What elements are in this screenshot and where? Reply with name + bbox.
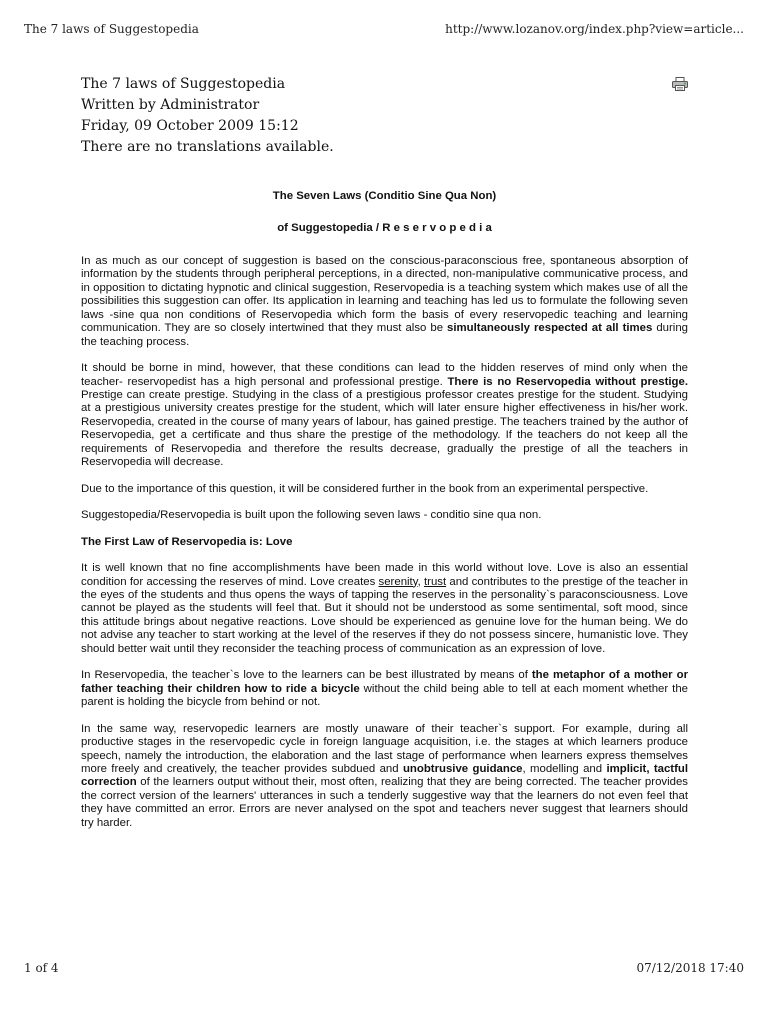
article-meta [81, 74, 334, 158]
paragraph-2: It should be borne in mind, however, that these conditions can lead to the hidden reserves of mind only when the teacher- reservopedist has a high personal and professional prestige. There is no Reservopedia without prestige. Prestige can create prestige. Studying in the class of a prestigious professor creates prestige for the student. Studying at a prestigious university creates prestige for the student, which will later ensure higher effectiveness in his/her work. Reservopedia, created in the course of many years of labour, has gained prestige. The teachers trained by the author of Reservopedia, get a certificate and thus share the prestige of the methodology. If the teachers do not keep all the requirements of Reservopedia and therefore the results decrease, gradually the prestige of all the teachers in Reservopedia will decrease. [81, 362, 688, 469]
article-title: The 7 laws of Suggestopedia [81, 76, 286, 92]
print-datetime: 07/12/2018 17:40 [636, 961, 744, 975]
page-number: 1 of 4 [24, 961, 59, 975]
article-author: Written by Administrator [81, 97, 260, 113]
link-trust[interactable]: trust [423, 575, 447, 588]
paragraph-7: In the same way, reservopedic learners are mostly unaware of their teacher`s support. For example, during all productive stages in the reservopedic cycle in foreign language acquisition, i.e. the stages at which learners produce speech, namely the introduction, the elaboration and the last stage of performance when learners express themselves more freely and creatively, the teacher provides subdued and unobtrusive guidance, modelling and implicit, tactful correction of the learners output without their, most often, realizing that they are being corrected. The teacher provides the correct version of the learners' utterances in such a tenderly suggestive way that the learners do not even feel that they have committed an error. Errors are never analysed on the spot and teachers never suggest that learners should try harder. [81, 722, 689, 829]
article-date: Friday, 09 October 2009 15:12 [81, 118, 299, 134]
article-body [81, 190, 688, 843]
translations-note: There are no translations available. [81, 139, 334, 155]
page-header-url: http://www.lozanov.org/index.php?view=article... [445, 22, 744, 36]
section-heading-1: The Seven Laws (Conditio Sine Qua Non) [272, 190, 497, 202]
paragraph-1: In as much as our concept of suggestion is based on the conscious-paraconscious free, spontaneous absorption of information by the students through peripheral perceptions, in a directed, non-manipulative communicative process, and in opposition to dictating hypnotic and clinical suggestion, Reservopedia is a teaching system which makes use of all the possibilities this suggestion can offer. Its application in learning and teaching has led us to formulate the following seven laws -sine qua non conditions of Reservopedia which form the basis of every reservopedic teaching and learning communication. They are so closely intertwined that they must also be simultaneously respected at all times during the teaching process. [81, 254, 688, 348]
paragraph-5: It is well known that no fine accomplishments have been made in this world without love. Love is also an essential condition for accessing the reserves of mind. Love creates serenity, trust and contributes to the prestige of the teacher in the eyes of the students and thus opens the ways of tapping the reserves in the personality`s paraconsciousness. Love cannot be played as the students will feel that. But it should not be understood as some sentimental, soft mood, since this attitude brings about negative reactions. Love should be experienced as genuine love for the human being. We do not advise any teacher to start working at the level of the reserves if they do not possess sincere, humanistic love. They should better wait until they reconsider the teaching process of communication as an expression of love. [81, 562, 688, 655]
first-law-heading: The First Law of Reservopedia is: Love [81, 535, 293, 548]
paragraph-3: Due to the importance of this question, it will be considered further in the book from an experimental perspective. [81, 482, 649, 495]
printer-icon[interactable] [672, 77, 688, 91]
page-header-title: The 7 laws of Suggestopedia [24, 22, 199, 36]
section-heading-2: of Suggestopedia / R e s e r v o p e d i a [277, 222, 492, 235]
paragraph-4: Suggestopedia/Reservopedia is built upon the following seven laws - conditio sine qua non. [81, 509, 542, 522]
link-serenity[interactable]: serenity [378, 575, 418, 588]
paragraph-6: In Reservopedia, the teacher`s love to the learners can be best illustrated by means of the metaphor of a mother or father teaching their children how to ride a bicycle without the child being able to tell at each moment whether the parent is holding the bicycle from behind or not. [81, 669, 689, 709]
